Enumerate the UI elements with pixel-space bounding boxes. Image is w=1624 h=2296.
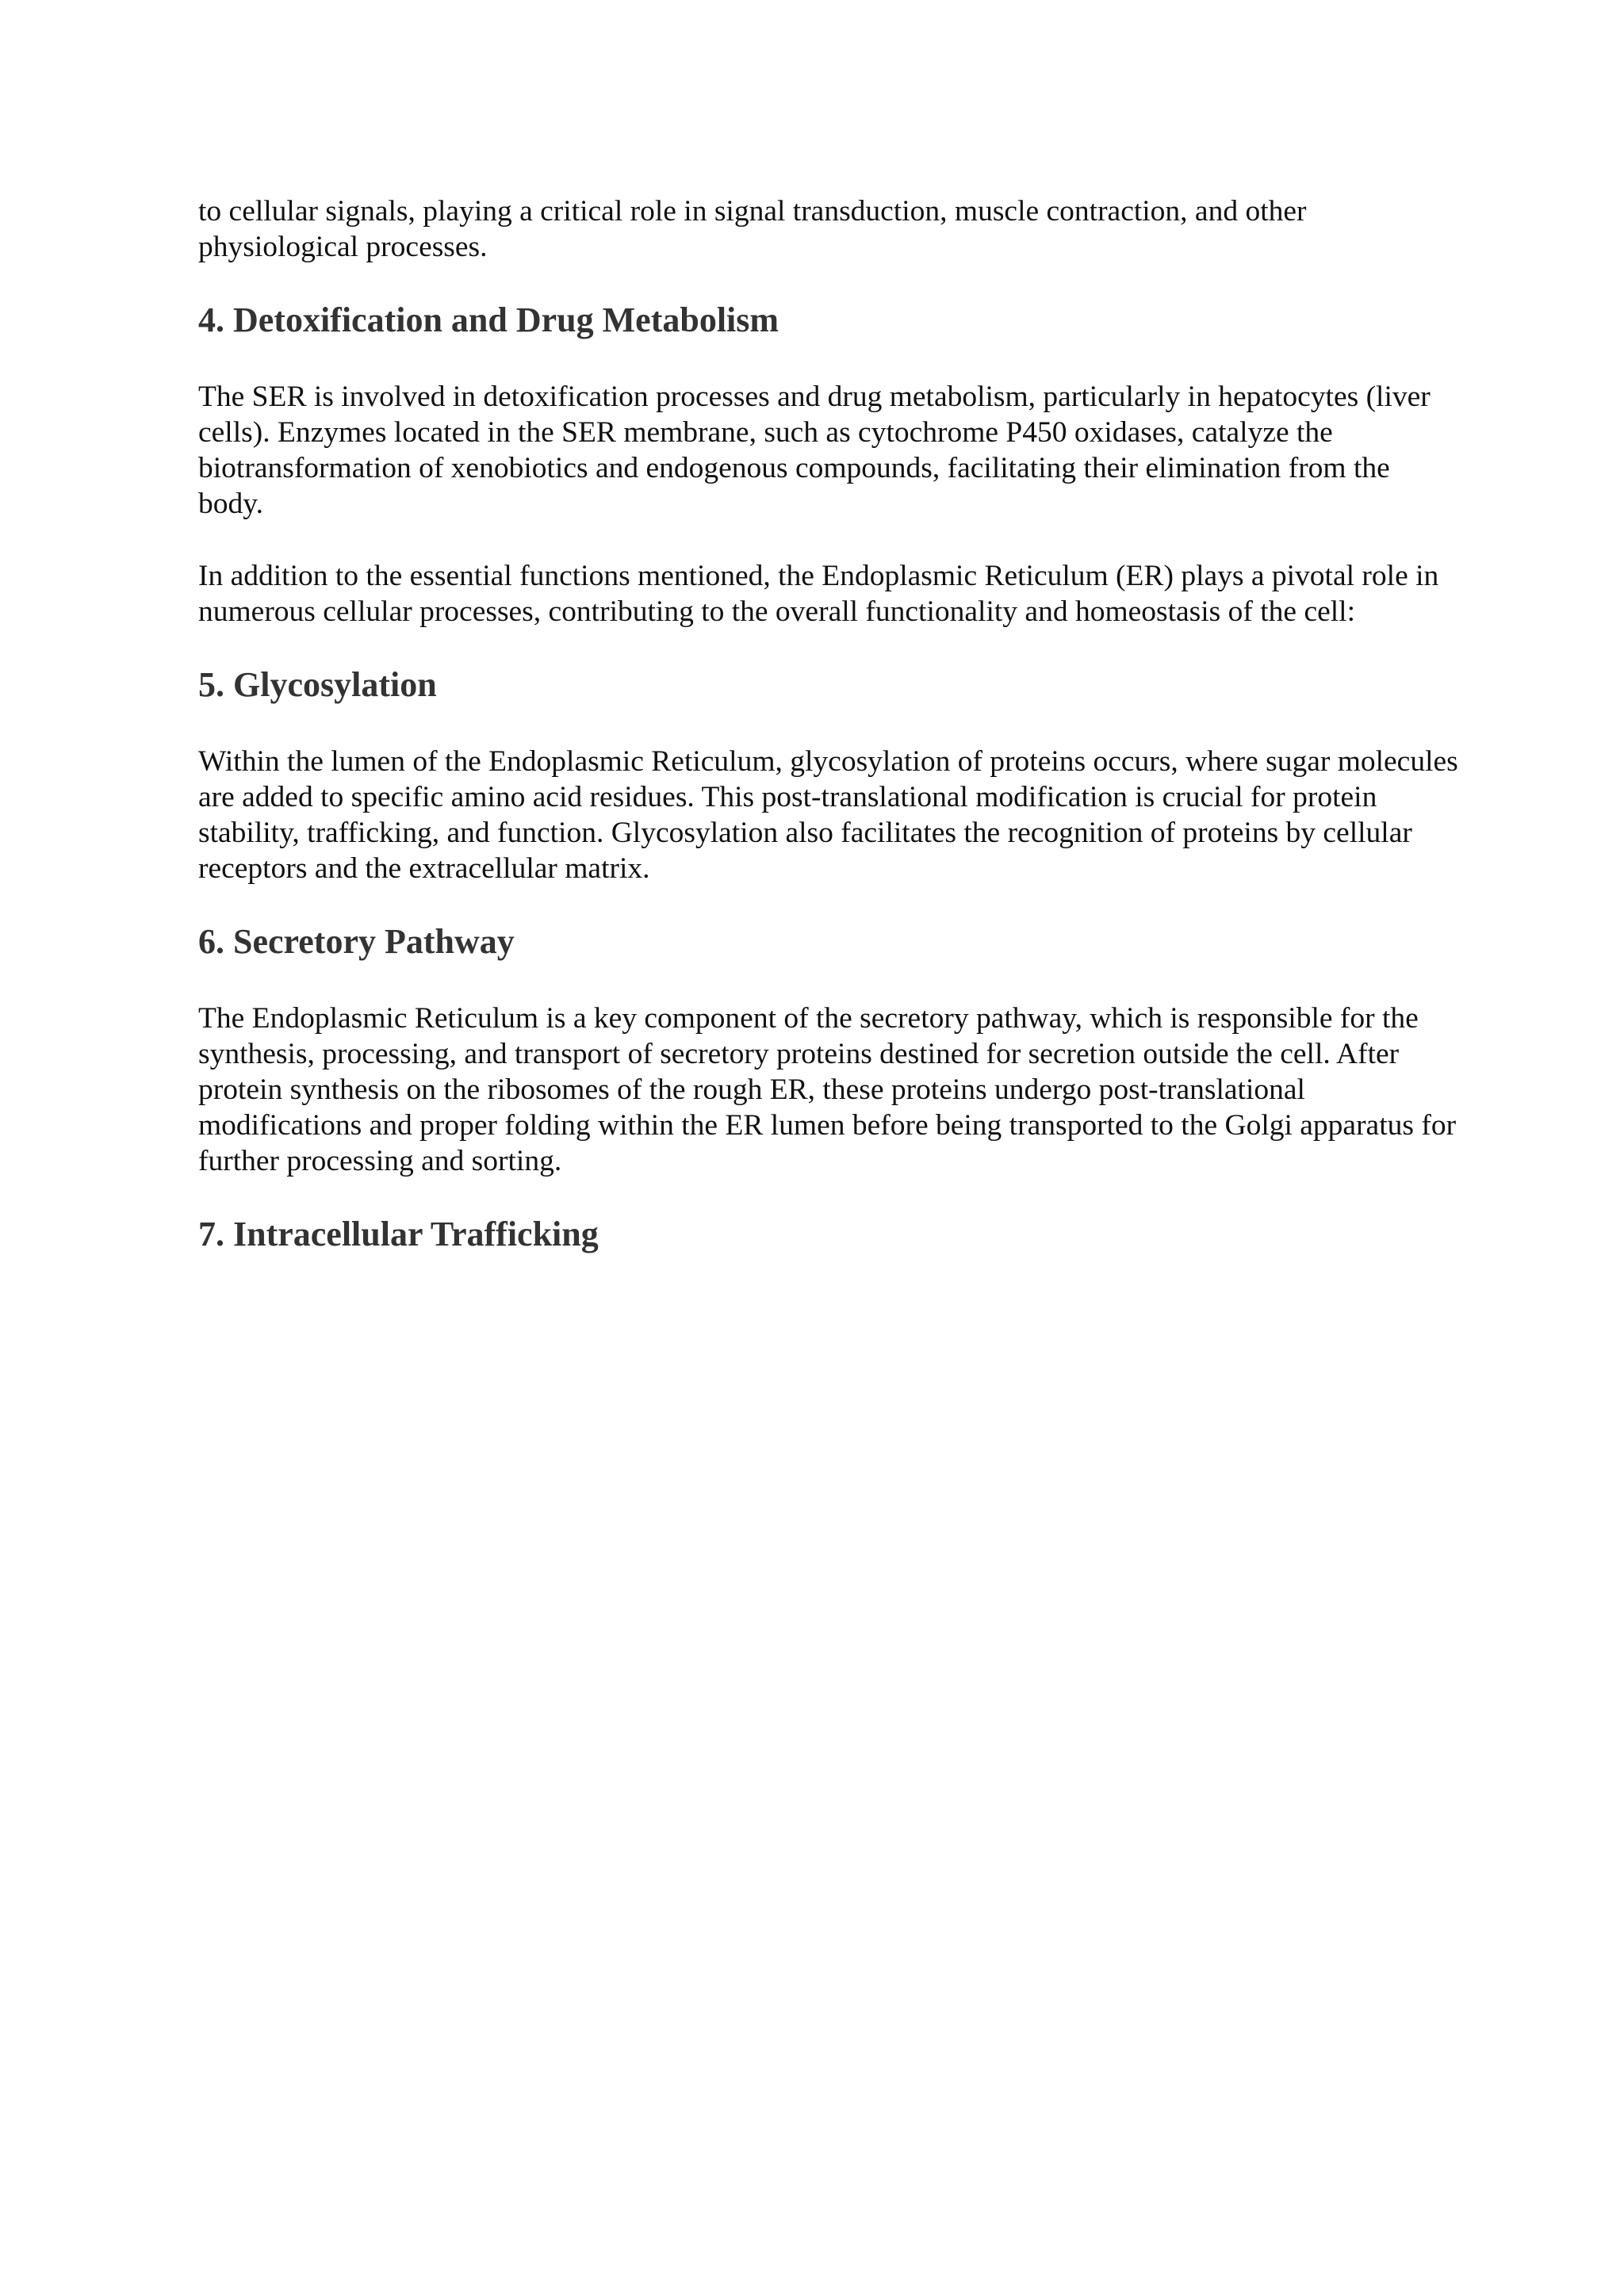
heading-intracellular-trafficking: 7. Intracellular Trafficking <box>198 1215 599 1253</box>
paragraph-detoxification: The SER is involved in detoxification processes and drug metabolism, particularly in hepatocytes (liver cells). Enzymes located in the SER membrane, such as cytochrome P450 oxidases, catalyze the biotransformation of xenobiotics and endogenous compounds, facilitating their elimination from the body. <box>198 381 1431 520</box>
paragraph-er-additional-functions: In addition to the essential functions mentioned, the Endoplasmic Reticulum (ER) plays a pivotal role in numerous cellular processes, contributing to the overall functionality and homeostasis of the cell: <box>198 560 1439 628</box>
heading-glycosylation: 5. Glycosylation <box>198 665 437 704</box>
paragraph-secretory-pathway: The Endoplasmic Reticulum is a key component of the secretory pathway, which is responsible for the synthesis, processing, and transport of secretory proteins destined for secretion outside the cell. After protein synthesis on the ribosomes of the rough ER, these proteins undergo post-translational modifications and proper folding within the ER lumen before being transported to the Golgi apparatus for further processing and sorting. <box>198 1002 1457 1177</box>
paragraph-cellular-signals-continuation: to cellular signals, playing a critical role in signal transduction, muscle contraction, and other physiological processes. <box>198 195 1307 263</box>
paragraph-glycosylation: Within the lumen of the Endoplasmic Reticulum, glycosylation of proteins occurs, where sugar molecules are added to specific amino acid residues. This post-translational modification is crucial for protein stability, trafficking, and function. Glycosylation also facilitates the recognition of proteins by cellular receptors and the extracellular matrix. <box>198 745 1458 885</box>
heading-secretory-pathway: 6. Secretory Pathway <box>198 922 515 961</box>
document-body <box>198 193 1459 1255</box>
heading-detoxification: 4. Detoxification and Drug Metabolism <box>198 300 779 339</box>
